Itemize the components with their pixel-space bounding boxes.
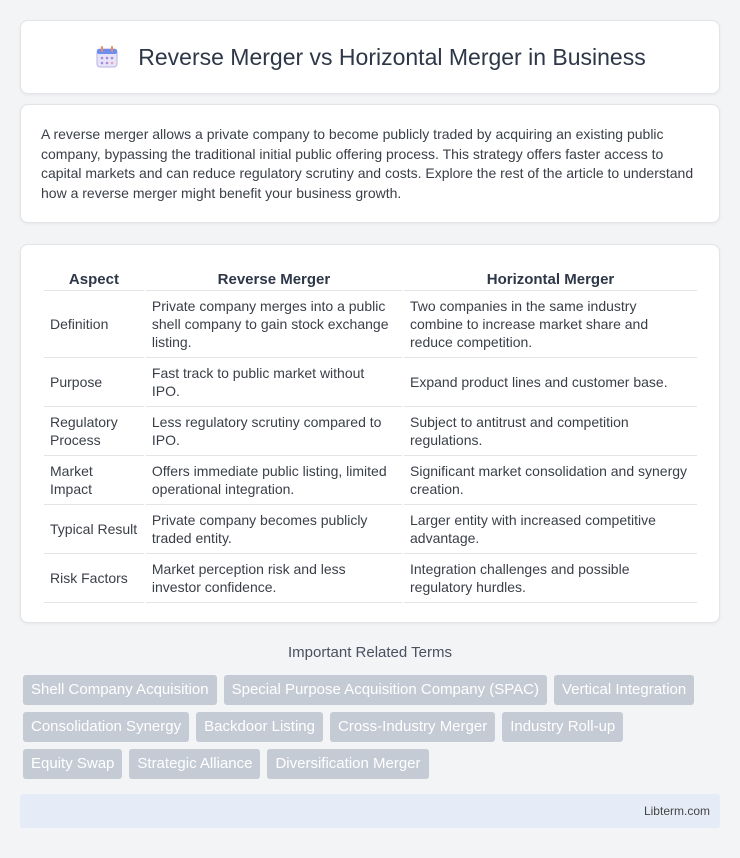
column-header-horizontal-merger: Horizontal Merger [404, 265, 697, 291]
column-header-aspect: Aspect [44, 265, 144, 291]
table-row [44, 554, 697, 603]
footer [20, 794, 720, 828]
table-row [44, 358, 697, 407]
related-terms-list [23, 675, 703, 779]
column-header-reverse-merger: Reverse Merger [146, 265, 402, 291]
reverse-merger-cell: Offers immediate public listing, limited operational integration. [146, 456, 402, 505]
horizontal-merger-cell: Larger entity with increased competitive advantage. [404, 505, 697, 554]
table-row [44, 505, 697, 554]
horizontal-merger-cell: Two companies in the same industry combine to increase market share and reduce competition. [404, 291, 697, 358]
aspect-cell: Purpose [44, 358, 144, 407]
related-term-tag[interactable]: Special Purpose Acquisition Company (SPAC) [224, 675, 547, 705]
reverse-merger-cell: Private company merges into a public shell company to gain stock exchange listing. [146, 291, 402, 358]
header-card [20, 20, 720, 94]
reverse-merger-cell: Fast track to public market without IPO. [146, 358, 402, 407]
table-row [44, 456, 697, 505]
horizontal-merger-cell: Expand product lines and customer base. [404, 358, 697, 407]
related-term-tag[interactable]: Consolidation Synergy [23, 712, 189, 742]
related-terms-title: Important Related Terms [288, 644, 452, 661]
related-term-tag[interactable]: Strategic Alliance [129, 749, 260, 779]
comparison-table [42, 265, 699, 603]
horizontal-merger-cell: Significant market consolidation and synergy creation. [404, 456, 697, 505]
intro-paragraph: A reverse merger allows a private company to become publicly traded by acquiring an existing public company, bypassing the traditional initial public offering process. This strategy offers faster access to capital markets and can reduce regulatory scrutiny and costs. Explore the rest of the article to understand how a reverse merger might benefit your business growth. [41, 126, 694, 201]
intro-card [20, 104, 720, 223]
calendar-icon [94, 44, 120, 70]
related-term-tag[interactable]: Cross-Industry Merger [330, 712, 495, 742]
reverse-merger-cell: Less regulatory scrutiny compared to IPO. [146, 407, 402, 456]
related-term-tag[interactable]: Equity Swap [23, 749, 122, 779]
page-title: Reverse Merger vs Horizontal Merger in Business [138, 43, 646, 70]
related-term-tag[interactable]: Shell Company Acquisition [23, 675, 217, 705]
horizontal-merger-cell: Subject to antitrust and competition regulations. [404, 407, 697, 456]
aspect-cell: Regulatory Process [44, 407, 144, 456]
related-term-tag[interactable]: Industry Roll-up [502, 712, 623, 742]
reverse-merger-cell: Market perception risk and less investor confidence. [146, 554, 402, 603]
related-term-tag[interactable]: Vertical Integration [554, 675, 694, 705]
aspect-cell: Typical Result [44, 505, 144, 554]
aspect-cell: Risk Factors [44, 554, 144, 603]
table-row [44, 407, 697, 456]
related-term-tag[interactable]: Backdoor Listing [196, 712, 323, 742]
footer-brand-link[interactable]: Libterm.com [643, 804, 710, 818]
related-term-tag[interactable]: Diversification Merger [267, 749, 428, 779]
reverse-merger-cell: Private company becomes publicly traded entity. [146, 505, 402, 554]
horizontal-merger-cell: Integration challenges and possible regulatory hurdles. [404, 554, 697, 603]
aspect-cell: Definition [44, 291, 144, 358]
comparison-table-card [20, 244, 720, 623]
table-row [44, 291, 697, 358]
table-header-row [44, 265, 697, 291]
aspect-cell: Market Impact [44, 456, 144, 505]
